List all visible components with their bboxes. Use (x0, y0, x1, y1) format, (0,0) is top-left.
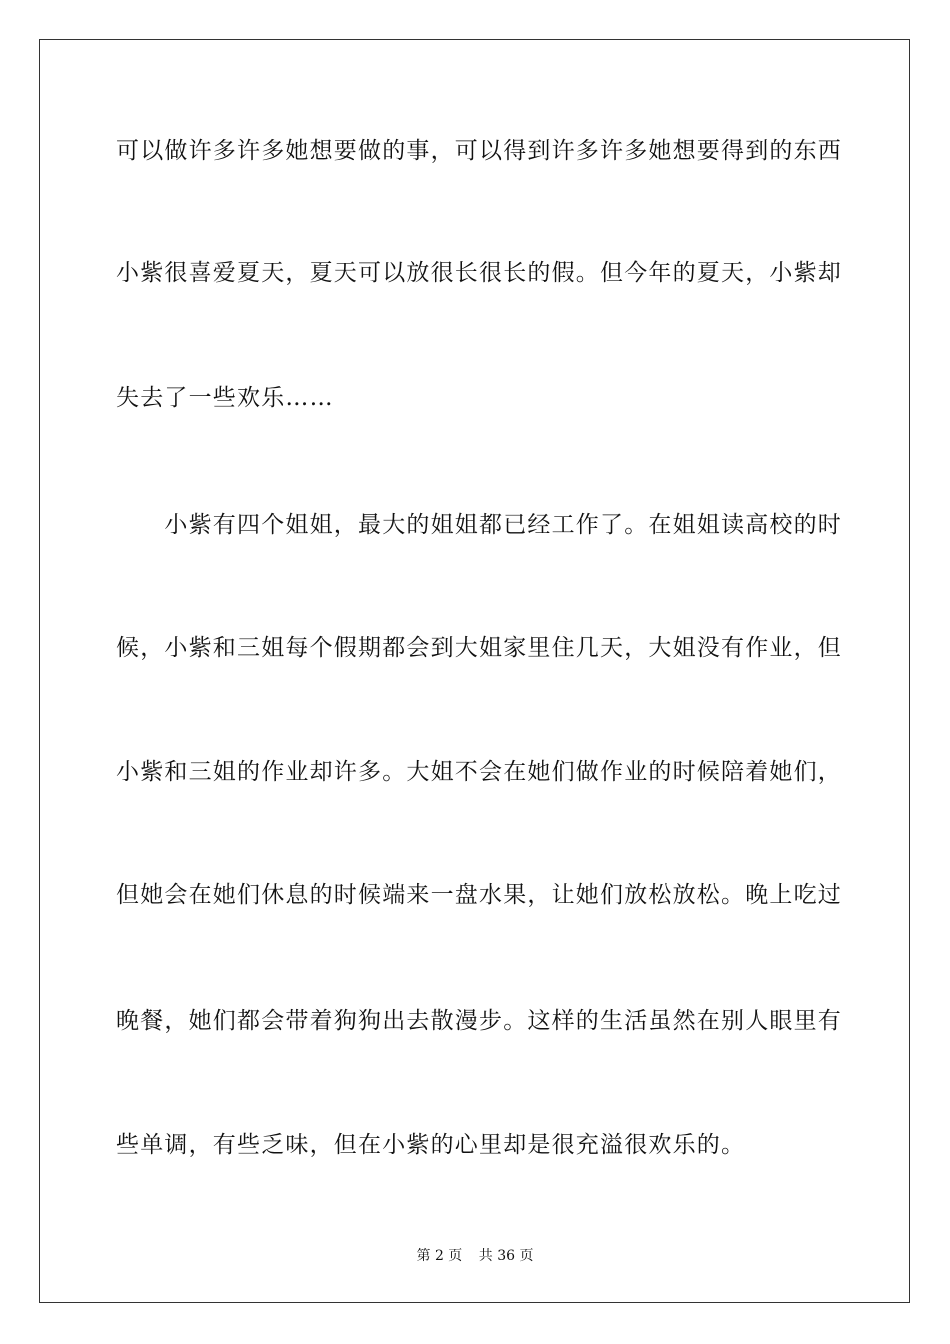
text-line-7: 但她会在她们休息的时候端来一盘水果，让她们放松放松。晚上吃过 (116, 882, 842, 908)
text-line-5: 候，小紫和三姐每个假期都会到大姐家里住几天，大姐没有作业，但 (116, 635, 842, 661)
text-line-8: 晚餐，她们都会带着狗狗出去散漫步。这样的生活虽然在别人眼里有 (116, 1008, 842, 1034)
text-line-2: 小紫很喜爱夏天，夏天可以放很长很长的假。但今年的夏天，小紫却 (116, 260, 842, 286)
page-total: 共 36 页 (478, 1248, 534, 1264)
text-line-9: 些单调，有些乏味，但在小紫的心里却是很充溢很欢乐的。 (116, 1132, 746, 1158)
text-line-1: 可以做许多许多她想要做的事，可以得到许多许多她想要得到的东西 (116, 138, 842, 164)
page-border (39, 39, 910, 1303)
page-number: 第 2 页 (416, 1248, 463, 1264)
text-line-6: 小紫和三姐的作业却许多。大姐不会在她们做作业的时候陪着她们， (116, 759, 842, 785)
page-footer (0, 1246, 950, 1266)
text-line-3: 失去了一些欢乐…… (116, 385, 334, 411)
text-line-4: 小紫有四个姐姐，最大的姐姐都已经工作了。在姐姐读高校的时 (116, 512, 842, 538)
